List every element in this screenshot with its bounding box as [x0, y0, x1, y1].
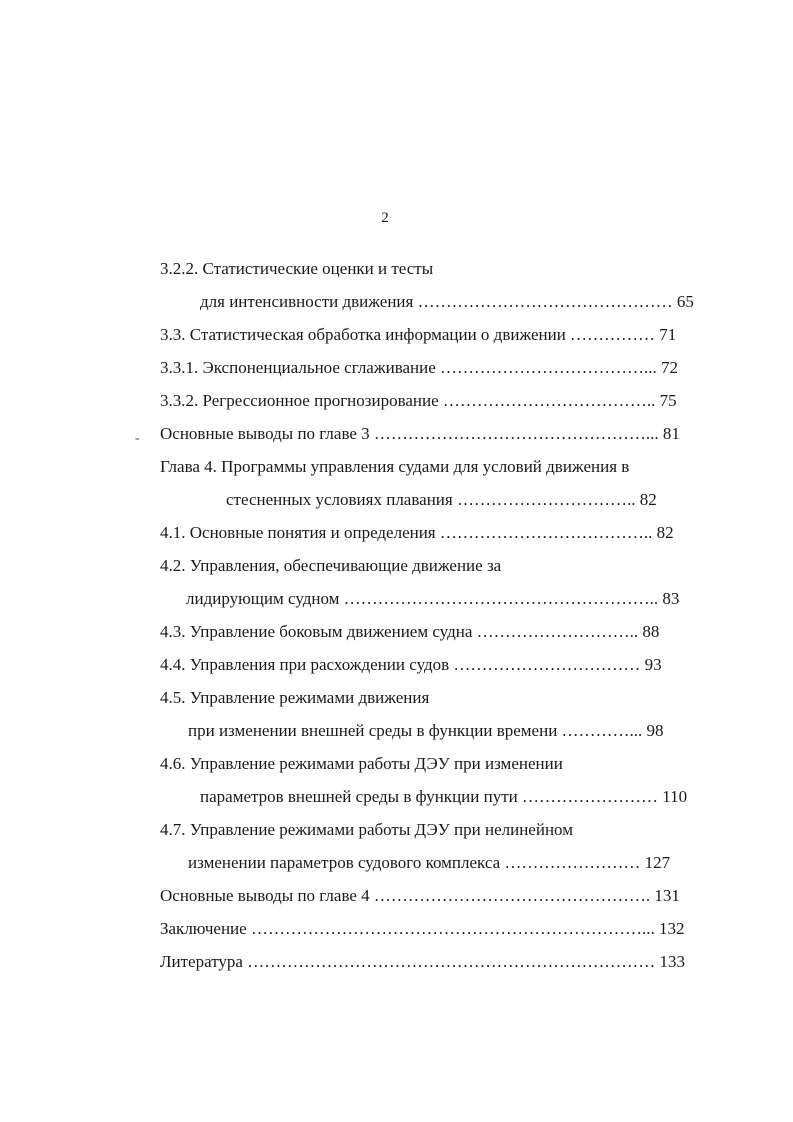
toc-line: 3.3.1. Экспоненциальное сглаживание ………………………………... 72 — [160, 358, 679, 377]
toc-line: при изменении внешней среды в функции времени …………... 98 — [188, 721, 664, 740]
toc-line: 4.3. Управление боковым движением судна ……………………….. 88 — [160, 622, 660, 641]
toc-line: 4.1. Основные понятия и определения ……………………………….. 82 — [160, 523, 674, 542]
toc-line: лидирующим судном ……………………………………………….. 83 — [186, 589, 680, 608]
toc-line: Глава 4. Программы управления судами для условий движения в — [160, 457, 630, 476]
toc-line: для интенсивности движения ……………………………………… 65 — [200, 292, 694, 311]
toc-line: 4.7. Управление режимами работы ДЭУ при нелинейном — [160, 820, 573, 839]
toc-line: Литература ……………………………………………………………… 133 — [160, 952, 685, 971]
toc-line: 4.2. Управления, обеспечивающие движение за — [160, 556, 502, 575]
toc-line: стесненных условиях плавания ………………………….. 82 — [226, 490, 657, 509]
toc-line: 3.3.2. Регрессионное прогнозирование ……………………………….. 75 — [160, 391, 677, 410]
toc-line: параметров внешней среды в функции пути …………………… 110 — [200, 787, 688, 806]
toc-line: 3.3. Статистическая обработка информации о движении …………… 71 — [160, 325, 677, 344]
toc-line: Заключение ……………………………………………………………... 132 — [160, 919, 685, 938]
toc-line: 4.4. Управления при расхождении судов …………………………… 93 — [160, 655, 662, 674]
toc-line: Основные выводы по главе 3 …………………………………………... 81 — [160, 424, 680, 443]
page-number: 2 — [381, 210, 389, 226]
toc-line: 4.6. Управление режимами работы ДЭУ при изменении — [160, 754, 563, 773]
toc-line: 3.2.2. Статистические оценки и тесты — [160, 259, 434, 278]
toc-line: изменении параметров судового комплекса …………………… 127 — [188, 853, 671, 872]
scan-edge-mark: - — [135, 431, 140, 446]
toc-line: Основные выводы по главе 4 …………………………………………. 131 — [160, 886, 680, 905]
toc-line: 4.5. Управление режимами движения — [160, 688, 430, 707]
